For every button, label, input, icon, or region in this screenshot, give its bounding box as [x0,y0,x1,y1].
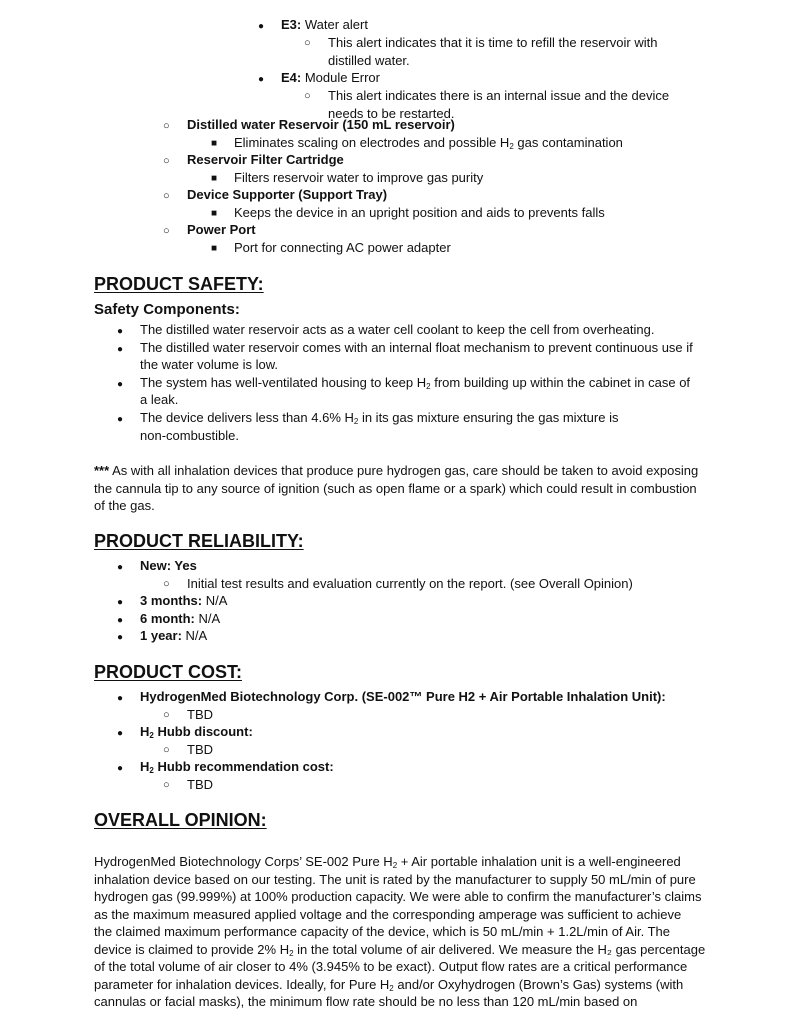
bullet-icon [117,593,123,612]
list-item [140,409,618,427]
bullet-icon [117,410,123,429]
section-heading-cost: PRODUCT COST: [94,662,242,682]
bullet-icon [163,776,170,795]
subscript-text: 2 [509,142,514,151]
component-detail: Port for connecting AC power adapter [234,240,451,255]
bullet-icon [117,558,123,577]
component-title: Device Supporter (Support Tray) [187,187,388,202]
cost-item-value: TBD [187,777,213,792]
bullet-icon [211,134,217,153]
bullet-icon [117,611,123,630]
subscript-text: 2 [289,948,294,958]
bullet-icon [258,17,264,36]
alert-desc: distilled water. [328,53,410,68]
bullet-icon [163,741,170,760]
paragraph-line [94,976,683,994]
list-item: The distilled water reservoir acts as a water cell coolant to keep the cell from overheating. [140,322,655,337]
subscript-text: 2 [426,382,431,391]
cost-item-label: HydrogenMed Biotechnology Corp. (SE-002™ Pure H2 + Air Portable Inhalation Unit): [140,689,666,704]
inline-text: gas contamination [513,135,623,150]
inline-text: 3 months: [140,593,203,608]
subscript-text: 2 [149,731,154,740]
subscript-text: 2 [149,766,154,775]
bullet-icon [163,222,170,241]
bullet-icon [163,575,170,594]
paragraph-line: of the total volume of air closer to 4% (3.945% to be exact). Output flow rates are a critical performance [94,959,688,974]
cost-item-label [140,758,334,776]
bullet-icon [117,375,123,394]
note-line: of the gas. [94,498,155,513]
reliability-new: New: Yes [140,558,197,573]
alert-name: Water alert [301,17,368,32]
section-heading-reliability: PRODUCT RELIABILITY: [94,531,304,551]
component-title: Distilled water Reservoir (150 mL reservoir) [187,117,455,132]
bullet-icon [117,759,123,778]
section-heading-opinion: OVERALL OPINION: [94,810,267,830]
inline-text: and/or Oxyhydrogen (Brown’s Gas) systems (with [393,976,684,992]
bullet-icon [258,70,264,89]
inline-text: The device delivers less than 4.6% H [140,410,354,425]
inline-text: in the total volume of air delivered. We measure the H₂ gas percentage [293,941,706,957]
component-detail: Keeps the device in an upright position and aids to prevents falls [234,205,605,220]
inline-text: H [140,724,150,739]
component-title: Reservoir Filter Cartridge [187,152,344,167]
alert-desc: This alert indicates there is an internal issue and the device [328,88,670,103]
paragraph-line [94,853,681,871]
subscript-text: 2 [392,861,398,870]
alert-desc: needs to be restarted. [328,106,455,121]
subscript-text: 2 [353,417,359,426]
inline-text: *** [94,463,110,478]
inline-text: Hubb discount: [153,724,253,739]
inline-text: N/A [181,628,208,643]
cost-item-value: TBD [187,707,213,722]
alert-code: E3: [281,17,302,32]
bullet-icon [163,152,170,171]
paragraph-line: the claimed maximum performance capacity of the device, which is 50 mL/min + 1.2L/min of Air. The [94,924,670,939]
bullet-icon [304,34,311,53]
paragraph-line: cannulas or facial masks), the minimum flow rate should be no less than 120 mL/min based on [94,994,638,1009]
list-item: The distilled water reservoir comes with an internal float mechanism to prevent continuous use if [140,340,693,355]
inline-text: Eliminates scaling on electrodes and possible H [234,135,510,150]
inline-text: in its gas mixture ensuring the gas mixture is [358,410,619,425]
inline-text: The system has well-ventilated housing to keep H [140,375,427,390]
list-item-cont: the water volume is low. [140,357,279,372]
bullet-icon [211,204,217,223]
component-detail: Filters reservoir water to improve gas purity [234,170,484,185]
cost-item-label [140,723,253,741]
bullet-icon [211,169,217,188]
note-line [94,462,698,480]
inline-text: Hubb recommendation cost: [153,759,334,774]
inline-text: from building up within the cabinet in case of [430,375,691,390]
reliability-item [140,592,227,610]
bullet-icon [163,187,170,206]
inline-text: 1 year: [140,628,182,643]
inline-text: device is claimed to provide 2% H [94,941,290,957]
bullet-icon [117,724,123,743]
list-item-cont: non-combustible. [140,428,239,443]
reliability-new-detail: Initial test results and evaluation currently on the report. (see Overall Opinion) [187,576,633,591]
safety-subheading: Safety Components: [94,301,240,318]
paragraph-line [94,941,705,959]
bullet-icon [117,322,123,341]
list-item [140,374,690,392]
inline-text: + Air portable inhalation unit is a well-engineered [397,854,681,869]
component-detail [234,134,623,152]
inline-text: parameter for inhalation devices. Ideally, for Pure H [94,976,390,992]
alert-desc: This alert indicates that it is time to refill the reservoir with [328,35,658,50]
bullet-icon [304,87,311,106]
alert-e3 [281,16,368,34]
alert-e4 [281,69,380,87]
bullet-icon [211,239,217,258]
inline-text: N/A [202,593,228,608]
paragraph-line: inhalation device based on our testing. The unit is rated by the manufacturer to supply 50 mL/min of pure [94,871,696,887]
bullet-icon [117,340,123,359]
alert-name: Module Error [301,70,380,85]
alert-code: E4: [281,70,302,85]
bullet-icon [163,117,170,136]
inline-text: N/A [194,611,221,626]
bullet-icon [163,706,170,725]
bullet-icon [117,628,123,647]
inline-text: H [140,759,150,774]
section-heading-safety: PRODUCT SAFETY: [94,274,264,294]
cost-item-value: TBD [187,742,213,757]
list-item-cont: a leak. [140,392,179,407]
paragraph-line: hydrogen gas (99.999%) at 100% production capacity. We were able to confirm the manufacturer’s claims [94,889,702,904]
reliability-item [140,610,220,628]
note-line: the cannula tip to any source of ignition (such as open flame or a spark) which could result in combustion [94,480,697,496]
inline-text: HydrogenMed Biotechnology Corps’ SE-002 Pure H [94,854,393,869]
inline-text: 6 month: [140,611,195,626]
paragraph-line: as the maximum measured applied voltage and the corresponding amperage was sufficient to achieve [94,906,682,922]
inline-text: As with all inhalation devices that produce pure hydrogen gas, care should be taken to avoid exposing [109,463,699,478]
component-title: Power Port [187,222,256,237]
subscript-text: 2 [389,983,394,993]
bullet-icon [117,689,123,708]
reliability-item [140,627,207,645]
